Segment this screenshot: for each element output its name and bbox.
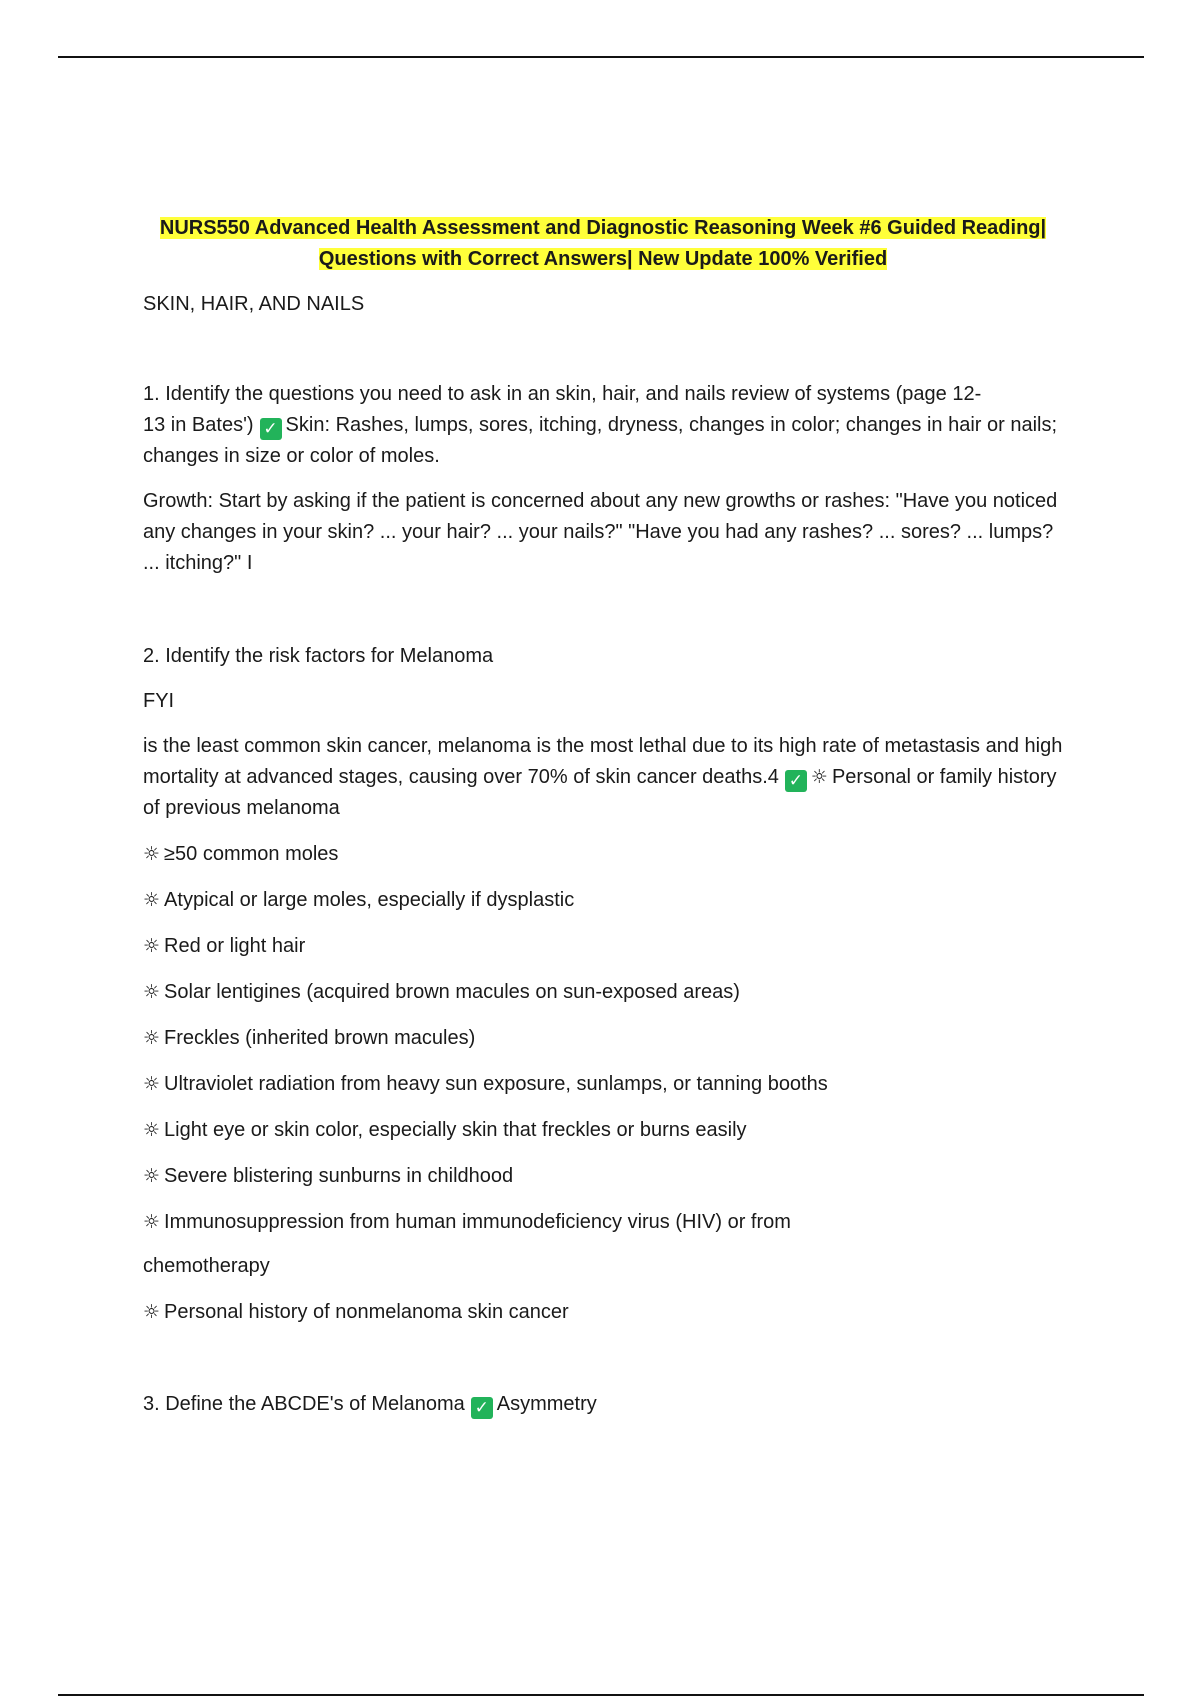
question-1-growth: Growth: Start by asking if the patient is concerned about any new growths or rashes: "Have you noticed any changes in your skin? ... your hair? ... your nails?" "Have you had any rashes? ... sores? ... lumps? ... itching?" I — [143, 490, 1058, 574]
risk-factor-continuation: chemotherapy — [143, 1255, 270, 1277]
question-3-text: 3. Define the ABCDE's of Melanoma — [143, 1393, 465, 1415]
fyi-label: FYI — [143, 690, 175, 712]
sun-bullet-icon: ☼ — [143, 1073, 161, 1095]
risk-factor-text: Freckles (inherited brown macules) — [164, 1027, 476, 1049]
check-icon: ✓ — [471, 1397, 493, 1419]
risk-factor-item — [143, 1023, 1063, 1054]
fyi-body — [143, 731, 1063, 824]
risk-factor-item — [143, 1161, 1063, 1192]
sun-bullet-icon: ☼ — [143, 889, 161, 911]
check-icon: ✓ — [785, 770, 807, 792]
bottom-rule — [58, 1694, 1144, 1696]
question-3-answer: Asymmetry — [496, 1393, 597, 1415]
risk-factor-list — [143, 839, 1063, 1238]
sun-bullet-icon: ☼ — [143, 1211, 161, 1233]
risk-factor-last-text: Personal history of nonmelanoma skin cancer — [164, 1301, 569, 1323]
fyi-body-text: is the least common skin cancer, melanoma is the most lethal due to its high rate of metastasis and high mortality at advanced stages, causing over 70% of skin cancer deaths.4 — [143, 735, 1063, 788]
risk-factor-text: ≥50 common moles — [164, 843, 339, 865]
question-3 — [143, 1389, 1063, 1420]
check-icon: ✓ — [260, 418, 282, 440]
sun-bullet-icon: ☼ — [810, 766, 828, 788]
question-1 — [143, 379, 1063, 472]
risk-factor-text: Red or light hair — [164, 935, 306, 957]
sun-bullet-icon: ☼ — [143, 981, 161, 1003]
question-1-text-a: 1. Identify the questions you need to ask in an skin, hair, and nails review of systems (page 12- — [143, 383, 982, 405]
risk-factor-item — [143, 1207, 1063, 1238]
question-1-text-b: 13 in Bates') — [143, 414, 254, 436]
risk-factor-text: Immunosuppression from human immunodeficiency virus (HIV) or from — [164, 1211, 791, 1233]
question-2: 2. Identify the risk factors for Melanoma — [143, 645, 494, 667]
risk-factor-last — [143, 1297, 1063, 1328]
risk-factor-text: Atypical or large moles, especially if dysplastic — [164, 889, 575, 911]
risk-factor-text: Solar lentigines (acquired brown macules on sun-exposed areas) — [164, 981, 740, 1003]
top-rule — [58, 56, 1144, 58]
risk-factor-item — [143, 1069, 1063, 1100]
sun-bullet-icon: ☼ — [143, 1027, 161, 1049]
risk-factor-text: Severe blistering sunburns in childhood — [164, 1165, 514, 1187]
sun-bullet-icon: ☼ — [143, 1119, 161, 1141]
document-title — [143, 213, 1063, 275]
title-line-2: Questions with Correct Answers| New Update 100% Verified — [318, 248, 888, 270]
risk-factor-item — [143, 839, 1063, 870]
risk-factor-item — [143, 1115, 1063, 1146]
risk-factor-item — [143, 885, 1063, 916]
risk-factor-item — [143, 977, 1063, 1008]
question-1-answer: Skin: Rashes, lumps, sores, itching, dryness, changes in color; changes in hair or nails; changes in size or color of moles. — [143, 414, 1058, 467]
risk-factor-text: Light eye or skin color, especially skin that freckles or burns easily — [164, 1119, 747, 1141]
section-heading: SKIN, HAIR, AND NAILS — [143, 293, 365, 315]
document-page — [143, 213, 1063, 1420]
sun-bullet-icon: ☼ — [143, 935, 161, 957]
sun-bullet-icon: ☼ — [143, 843, 161, 865]
sun-bullet-icon: ☼ — [143, 1301, 161, 1323]
sun-bullet-icon: ☼ — [143, 1165, 161, 1187]
risk-factor-item — [143, 931, 1063, 962]
risk-factor-text: Ultraviolet radiation from heavy sun exposure, sunlamps, or tanning booths — [164, 1073, 828, 1095]
risk-factor-first: Personal or family history of previous melanoma — [143, 766, 1057, 819]
title-line-1: NURS550 Advanced Health Assessment and Diagnostic Reasoning Week #6 Guided Reading| — [159, 217, 1047, 239]
